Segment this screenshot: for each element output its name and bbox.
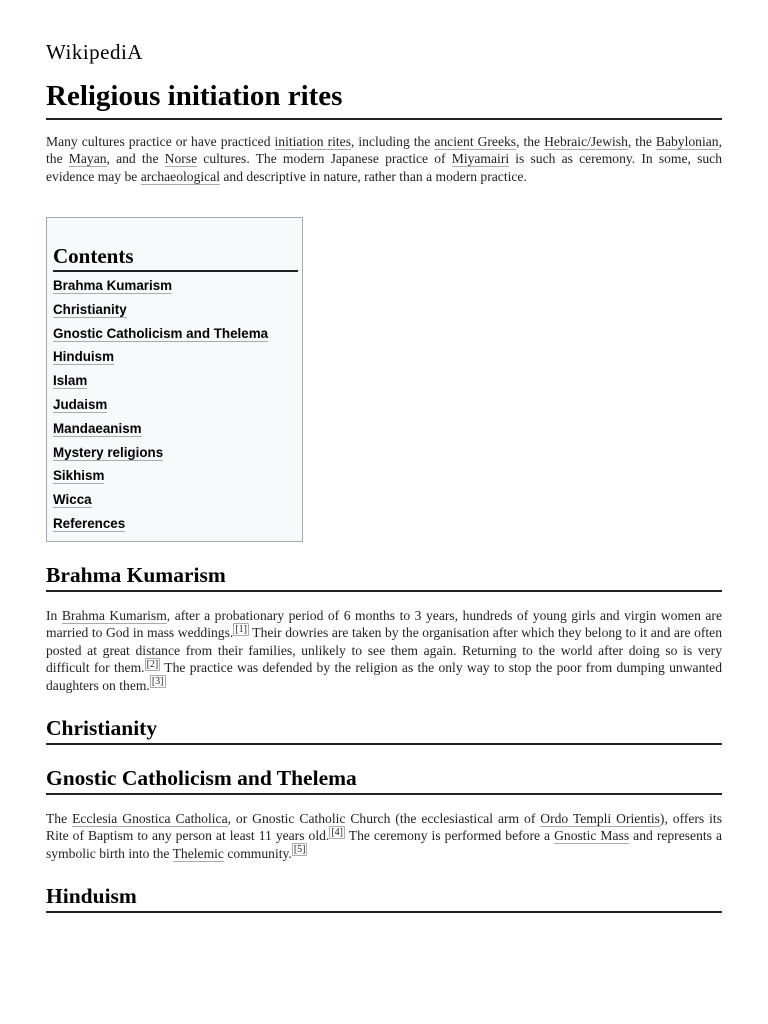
link-initiation-rites[interactable]: initiation rites	[274, 134, 351, 149]
citation-3[interactable]: [3]	[151, 676, 164, 688]
section-body-gnostic-catholicism: The Ecclesia Gnostica Catholica, or Gnostic Catholic Church (the ecclesiastical arm of Ordo Templi Orientis), offers its Rite of Baptism to any person at least 11 years old. [4] The ceremony is performed before a Gnostic Mass and represents a symbolic birth into the Thelemic community. [5]	[46, 811, 722, 861]
link-mayan[interactable]: Mayan	[68, 151, 107, 167]
page-title: Religious initiation rites	[46, 78, 722, 120]
link-ecclesia-gnostica-catholica[interactable]: Ecclesia Gnostica Catholica	[72, 811, 228, 826]
toc-item-hinduism[interactable]: Hinduism	[53, 349, 115, 365]
toc-item-references[interactable]: References	[53, 515, 126, 531]
toc-item-gnostic-catholicism[interactable]: Gnostic Catholicism and Thelema	[53, 325, 269, 341]
link-hebraic-jewish[interactable]: Hebraic/Jewish	[544, 134, 628, 149]
toc-list	[53, 278, 268, 540]
citation-5[interactable]: [5]	[293, 844, 306, 856]
link-thelemic[interactable]: Thelemic	[172, 845, 224, 861]
toc-title: Contents	[53, 242, 298, 272]
link-norse[interactable]: Norse	[164, 151, 198, 167]
toc-item-wicca[interactable]: Wicca	[53, 492, 92, 508]
citation-4[interactable]: [4]	[331, 826, 343, 838]
section-heading-hinduism: Hinduism	[46, 882, 722, 913]
link-brahma-kumarism[interactable]: Brahma Kumarism	[61, 608, 167, 623]
link-ancient-greeks[interactable]: ancient Greeks	[434, 134, 517, 149]
link-ordo-templi-orientis[interactable]: Ordo Templi Orientis	[540, 811, 660, 826]
link-archaeological[interactable]: archaeological	[140, 168, 220, 184]
toc-item-mandaeanism[interactable]: Mandaeanism	[53, 420, 142, 436]
section-heading-gnostic-catholicism: Gnostic Catholicism and Thelema	[46, 764, 722, 795]
link-gnostic-mass[interactable]: Gnostic Mass	[554, 828, 630, 844]
citation-2[interactable]: [2]	[146, 658, 159, 670]
link-miyamairi[interactable]: Miyamairi	[451, 151, 510, 167]
toc-item-mystery-religions[interactable]: Mystery religions	[53, 444, 164, 460]
citation-1[interactable]: [1]	[235, 623, 247, 635]
toc-item-islam[interactable]: Islam	[53, 373, 88, 389]
toc-item-sikhism[interactable]: Sikhism	[53, 468, 105, 484]
wikipedia-wordmark[interactable]: WikipediA	[46, 40, 143, 64]
table-of-contents	[46, 217, 303, 542]
section-heading-christianity: Christianity	[46, 714, 722, 745]
section-heading-brahma-kumarism: Brahma Kumarism	[46, 561, 722, 592]
section-body-brahma-kumarism: In Brahma Kumarism, after a probationary period of 6 months to 3 years, hundreds of young girls and virgin women are married to God in mass weddings. [1] Their dowries are taken by the organisation after which they belong to it and are often posted at great distance from their families, unlikely to see them again. Returning to the world after doing so is very difficult for them. [2] The practice was defended by the religion as the only way to stop the poor from dumping unwanted daughters on them. [3]	[46, 608, 722, 693]
toc-item-judaism[interactable]: Judaism	[53, 396, 108, 412]
toc-item-brahma-kumarism[interactable]: Brahma Kumarism	[53, 278, 173, 293]
link-babylonian[interactable]: Babylonian	[655, 134, 719, 149]
toc-item-christianity[interactable]: Christianity	[53, 301, 127, 317]
intro-paragraph: Many cultures practice or have practiced initiation rites, including the ancient Greeks, the Hebraic/Jewish, the Babylonian, the Mayan, and the Norse cultures. The modern Japanese practice of Miyamairi is such as ceremony. In some, such evidence may be archaeological and descriptive in nature, rather than a modern practice.	[46, 134, 722, 184]
